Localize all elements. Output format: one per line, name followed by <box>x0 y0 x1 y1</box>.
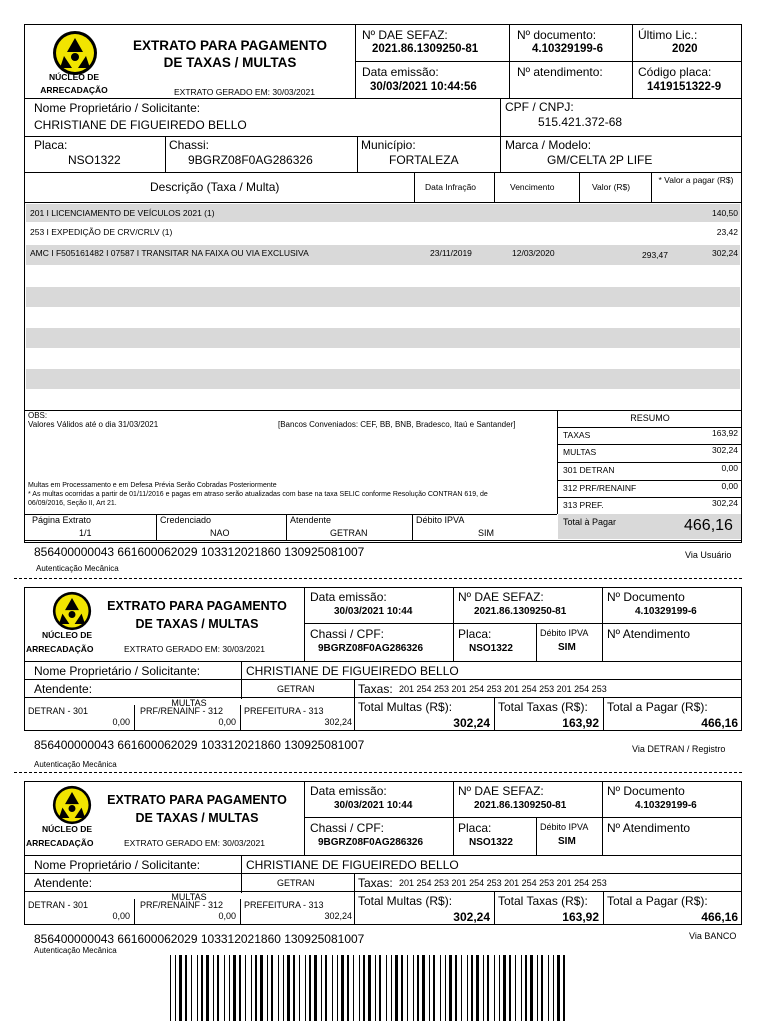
title-line2: DE TAXAS / MULTAS <box>163 55 297 70</box>
barcode-bar <box>449 955 452 1021</box>
slip-total-multas-label: Total Multas (R$): <box>358 700 453 714</box>
nome-label: Nome Proprietário / Solicitante: <box>34 101 201 115</box>
resumo-label: MULTAS <box>563 447 597 457</box>
slip-pref-label: PREFEITURA - 313 <box>244 900 324 910</box>
slip-via-label: Via BANCO <box>689 931 737 941</box>
title-line2: DE TAXAS / MULTAS <box>135 811 259 825</box>
logo-line1: NÚCLEO DE <box>41 630 93 640</box>
slip-chassi-label: Chassi / CPF: <box>310 821 385 835</box>
barcode-bar <box>521 955 522 1021</box>
barcode-bar <box>213 955 214 1021</box>
barcode-bar <box>293 955 295 1021</box>
barcode-bar <box>530 955 533 1021</box>
slip-nome-value: CHRISTIANE DE FIGUEIREDO BELLO <box>246 664 459 678</box>
logo-icon <box>52 30 98 76</box>
debito-ipva-label: Débito IPVA <box>416 515 465 525</box>
slip-ipva-label: Débito IPVA <box>540 628 589 638</box>
barcode-bar <box>509 955 511 1021</box>
slip-doc-label: Nº Documento <box>607 590 685 604</box>
resumo-label: 313 PREF. <box>563 500 604 510</box>
slip-atendente-label: Atendente: <box>34 876 93 890</box>
barcode-bar <box>347 955 349 1021</box>
nome-value: CHRISTIANE DE FIGUEIREDO BELLO <box>34 118 247 132</box>
slip-total-multas-value: 302,24 <box>453 910 490 924</box>
barcode-bar <box>494 955 495 1021</box>
barcode-bar <box>325 955 327 1021</box>
slip-pref-value: 302,24 <box>324 717 352 727</box>
slip-detran-value: 0,00 <box>112 911 130 921</box>
slip-via-label: Via DETRAN / Registro <box>632 744 726 754</box>
barcode-bar <box>433 955 435 1021</box>
barcode-bar <box>170 955 171 1021</box>
slip-barcode-digits: 856400000043 661600062029 103312021860 130925081007 <box>34 932 365 946</box>
slip-dae-label: Nº DAE SEFAZ: <box>458 784 544 798</box>
barcode-bar <box>515 955 516 1021</box>
barcode-bar <box>353 955 354 1021</box>
item-data-infracao: 23/11/2019 <box>430 248 472 258</box>
slip-nome-label: Nome Proprietário / Solicitante: <box>34 858 201 872</box>
slip-taxas-value: 201 254 253 201 254 253 201 254 253 201 254 253 <box>399 684 607 694</box>
slip-total-taxas-value: 163,92 <box>562 910 599 924</box>
slip-placa-label: Placa: <box>458 627 492 641</box>
slip-placa-label: Placa: <box>458 821 492 835</box>
marca-value: GM/CELTA 2P LIFE <box>547 153 653 167</box>
slip-barcode-digits: 856400000043 661600062029 103312021860 130925081007 <box>34 738 365 752</box>
total-pagar-value: 466,16 <box>684 517 733 534</box>
barcode-bar <box>245 955 246 1021</box>
logo-line2: ARRECADAÇÃO <box>26 644 94 654</box>
barcode-bar <box>283 955 284 1021</box>
barcode-bar <box>391 955 392 1021</box>
ultimo-lic-label: Último Lic.: <box>638 28 698 42</box>
item-valor: 293,47 <box>642 250 668 260</box>
item-desc: AMC I F505161482 I 07587 I TRANSITAR NA FAIXA OU VIA EXCLUSIVA <box>30 248 309 258</box>
barcode-bar <box>201 955 203 1021</box>
placa-label: Placa: <box>34 138 68 152</box>
item-pagar: 140,50 <box>712 208 738 218</box>
barcode-bar <box>197 955 198 1021</box>
slip-dae-value: 2021.86.1309250-81 <box>474 606 567 617</box>
obs-nota1: Multas em Processamento e em Defesa Prévia Serão Cobradas Posteriormente <box>28 482 277 489</box>
item-desc: 253 I EXPEDIÇÃO DE CRV/CRLV (1) <box>30 227 173 237</box>
barcode-bar <box>309 955 311 1021</box>
barcode-bar <box>359 955 360 1021</box>
slip-emissao-label: Data emissão: <box>310 590 387 604</box>
slip-prf-label: PRF/RENAINF - 312 <box>140 706 224 716</box>
slip-autenticacao: Autenticação Mecânica <box>34 760 117 769</box>
barcode-bar <box>287 955 290 1021</box>
slip-atendente-value: GETRAN <box>277 878 315 888</box>
barcode-bar <box>503 955 506 1021</box>
total-pagar-label: Total à Pagar <box>563 517 617 527</box>
col-valor: Valor (R$) <box>592 182 631 192</box>
barcode-bar <box>445 955 446 1021</box>
col-data-infracao: Data Infração <box>425 182 477 192</box>
obs-nota3: 06/09/2016, Seção II, Art 21. <box>28 500 117 507</box>
barcode-bar <box>271 955 273 1021</box>
barcode-bar <box>175 955 176 1021</box>
ultimo-lic-value: 2020 <box>672 43 698 55</box>
slip-ipva-value: SIM <box>558 642 576 653</box>
slip-taxas-label: Taxas: <box>358 682 393 696</box>
barcode-bar <box>251 955 252 1021</box>
credenciado-label: Credenciado <box>160 515 212 525</box>
cpf-value: 515.421.372-68 <box>538 115 623 129</box>
slip-prf-value: 0,00 <box>218 911 236 921</box>
pagina-value: 1/1 <box>79 528 92 538</box>
doc-label: Nº documento: <box>517 28 597 42</box>
barcode-bar <box>440 955 441 1021</box>
slip-nome-label: Nome Proprietário / Solicitante: <box>34 664 201 678</box>
logo-line1: NÚCLEO DE <box>41 824 93 834</box>
atendente-label: Atendente <box>290 515 332 525</box>
barcode-bar <box>217 955 219 1021</box>
slip-prf-label: PRF/RENAINF - 312 <box>140 900 224 910</box>
generated-date: EXTRATO GERADO EM: 30/03/2021 <box>174 87 315 97</box>
slip-emissao-value: 30/03/2021 10:44 <box>334 606 413 617</box>
slip-multas-label: MULTAS <box>171 698 207 708</box>
barcode-bar <box>553 955 554 1021</box>
slip-total-pagar-label: Total a Pagar (R$): <box>607 700 708 714</box>
codigo-placa-value: 1419151322-9 <box>647 81 722 93</box>
resumo-label: 312 PRF/RENAINF <box>563 483 637 493</box>
title-line1: EXTRATO PARA PAGAMENTO <box>107 793 287 807</box>
barcode-bar <box>337 955 338 1021</box>
dae-value: 2021.86.1309250-81 <box>372 43 479 55</box>
obs-label: OBS: <box>28 411 48 420</box>
slip-ipva-label: Débito IPVA <box>540 822 589 832</box>
slip-total-multas-value: 302,24 <box>453 716 490 730</box>
cpf-label: CPF / CNPJ: <box>505 100 574 114</box>
barcode-bar <box>525 955 527 1021</box>
slip-detran-value: 0,00 <box>112 717 130 727</box>
barcode-bar <box>278 955 279 1021</box>
slip-detran-label: DETRAN - 301 <box>28 900 89 910</box>
col-descricao: Descrição (Taxa / Multa) <box>150 180 280 194</box>
barcode-bar <box>191 955 192 1021</box>
item-pagar: 23,42 <box>716 227 738 237</box>
barcode-bar <box>341 955 344 1021</box>
obs-validade: Valores Válidos até o dia 31/03/2021 <box>28 420 159 429</box>
slip-dae-value: 2021.86.1309250-81 <box>474 800 567 811</box>
slip-atendente-label: Atendente: <box>34 682 93 696</box>
slip-atendente-value: GETRAN <box>277 684 315 694</box>
slip-taxas-value: 201 254 253 201 254 253 201 254 253 201 254 253 <box>399 878 607 888</box>
barcode-bar <box>537 955 538 1021</box>
resumo-value: 0,00 <box>721 481 738 491</box>
slip-dae-label: Nº DAE SEFAZ: <box>458 590 544 604</box>
barcode-bar <box>541 955 543 1021</box>
title-line1: EXTRATO PARA PAGAMENTO <box>107 599 287 613</box>
barcode-bar <box>395 955 398 1021</box>
resumo-label: 301 DETRAN <box>563 465 615 475</box>
resumo-value: 302,24 <box>712 445 738 455</box>
barcode-bar <box>363 955 365 1021</box>
barcode-bar <box>476 955 479 1021</box>
resumo-value: 0,00 <box>721 463 738 473</box>
slip-total-pagar-label: Total a Pagar (R$): <box>607 894 708 908</box>
barcode-bar <box>429 955 430 1021</box>
barcode-bar <box>417 955 419 1021</box>
barcode <box>170 955 570 1021</box>
logo-line2: ARRECADAÇÃO <box>40 85 108 95</box>
barcode-bar <box>487 955 489 1021</box>
col-valor-pagar: * Valor a pagar (R$) <box>658 175 734 185</box>
slip-doc-value: 4.10329199-6 <box>635 606 697 617</box>
slip-prf-value: 0,00 <box>218 717 236 727</box>
slip-pref-value: 302,24 <box>324 911 352 921</box>
debito-ipva-value: SIM <box>478 528 495 538</box>
barcode-bar <box>368 955 371 1021</box>
pagina-label: Página Extrato <box>32 515 92 525</box>
barcode-bar <box>314 955 317 1021</box>
slip-chassi-value: 9BGRZ08F0AG286326 <box>318 837 424 848</box>
placa-value: NSO1322 <box>68 153 121 167</box>
barcode-bar <box>563 955 565 1021</box>
barcode-bar <box>557 955 560 1021</box>
slip-placa-value: NSO1322 <box>469 837 513 848</box>
barcode-bar <box>260 955 263 1021</box>
barcode-bar <box>224 955 225 1021</box>
slip-total-pagar-value: 466,16 <box>701 910 738 924</box>
barcode-bar <box>471 955 473 1021</box>
barcode-bar <box>255 955 257 1021</box>
item-pagar: 302,24 <box>712 248 738 258</box>
slip-doc-label: Nº Documento <box>607 784 685 798</box>
chassi-value: 9BGRZ08F0AG286326 <box>188 153 313 167</box>
logo-icon <box>52 785 92 825</box>
barcode-bar <box>548 955 549 1021</box>
slip-detran-label: DETRAN - 301 <box>28 706 89 716</box>
item-desc: 201 I LICENCIAMENTO DE VEÍCULOS 2021 (1) <box>30 208 215 218</box>
barcode-bar <box>239 955 241 1021</box>
barcode-bar <box>379 955 381 1021</box>
barcode-bar <box>407 955 408 1021</box>
slip-nome-value: CHRISTIANE DE FIGUEIREDO BELLO <box>246 858 459 872</box>
slip-ipva-value: SIM <box>558 836 576 847</box>
doc-value: 4.10329199-6 <box>532 43 603 55</box>
slip-placa-value: NSO1322 <box>469 643 513 654</box>
barcode-bar <box>401 955 403 1021</box>
obs-nota2: * As multas ocorridas a partir de 01/11/2016 e pagas em atraso serão atualizadas com base na taxa SELIC conforme Resolução CONTRAN 619, de <box>28 491 488 498</box>
generated-date: EXTRATO GERADO EM: 30/03/2021 <box>124 644 265 654</box>
barcode-bar <box>375 955 376 1021</box>
slip-autenticacao: Autenticação Mecânica <box>34 946 117 955</box>
chassi-label: Chassi: <box>169 138 210 152</box>
title-line1: EXTRATO PARA PAGAMENTO <box>132 38 327 53</box>
slip-atendimento-label: Nº Atendimento <box>607 627 691 641</box>
col-vencimento: Vencimento <box>510 182 555 192</box>
barcode-bar <box>267 955 268 1021</box>
codigo-placa-label: Código placa: <box>638 65 712 79</box>
title-line2: DE TAXAS / MULTAS <box>135 617 259 631</box>
atendimento-label: Nº atendimento: <box>517 65 603 79</box>
slip-multas-label: MULTAS <box>171 892 207 902</box>
slip-chassi-value: 9BGRZ08F0AG286326 <box>318 643 424 654</box>
obs-bancos: [Bancos Conveniados: CEF, BB, BNB, Bradesco, Itaú e Santander] <box>278 420 516 429</box>
barcode-digits: 856400000043 661600062029 103312021860 130925081007 <box>34 545 365 559</box>
barcode-bar <box>422 955 425 1021</box>
slip-atendimento-label: Nº Atendimento <box>607 821 691 835</box>
resumo-title: RESUMO <box>630 413 670 423</box>
slip-taxas-label: Taxas: <box>358 876 393 890</box>
slip-chassi-label: Chassi / CPF: <box>310 627 385 641</box>
barcode-bar <box>467 955 468 1021</box>
logo-line1: NÚCLEO DE <box>48 72 100 82</box>
barcode-bar <box>229 955 230 1021</box>
barcode-bar <box>461 955 462 1021</box>
via-label: Via Usuário <box>685 550 732 560</box>
barcode-bar <box>386 955 387 1021</box>
barcode-bar <box>455 955 457 1021</box>
cut-line <box>14 772 742 773</box>
emissao-value: 30/03/2021 10:44:56 <box>370 81 477 93</box>
barcode-bar <box>179 955 182 1021</box>
credenciado-value: NAO <box>210 528 230 538</box>
item-vencimento: 12/03/2020 <box>512 248 555 258</box>
municipio-label: Município: <box>361 138 416 152</box>
barcode-bar <box>499 955 500 1021</box>
emissao-label: Data emissão: <box>362 65 439 79</box>
slip-emissao-label: Data emissão: <box>310 784 387 798</box>
slip-total-pagar-value: 466,16 <box>701 716 738 730</box>
municipio-value: FORTALEZA <box>389 153 459 167</box>
barcode-bar <box>185 955 187 1021</box>
slip-emissao-value: 30/03/2021 10:44 <box>334 800 413 811</box>
marca-label: Marca / Modelo: <box>505 138 592 152</box>
resumo-label: TAXAS <box>563 430 591 440</box>
barcode-bar <box>483 955 484 1021</box>
slip-doc-value: 4.10329199-6 <box>635 800 697 811</box>
barcode-bar <box>233 955 236 1021</box>
slip-total-multas-label: Total Multas (R$): <box>358 894 453 908</box>
barcode-bar <box>413 955 414 1021</box>
autenticacao-label: Autenticação Mecânica <box>36 564 119 573</box>
barcode-bar <box>206 955 209 1021</box>
atendente-value: GETRAN <box>330 528 368 538</box>
cut-line <box>14 578 742 579</box>
logo-line2: ARRECADAÇÃO <box>26 838 94 848</box>
slip-total-taxas-label: Total Taxas (R$): <box>498 894 588 908</box>
generated-date: EXTRATO GERADO EM: 30/03/2021 <box>124 838 265 848</box>
barcode-bar <box>321 955 322 1021</box>
barcode-bar <box>332 955 333 1021</box>
slip-total-taxas-value: 163,92 <box>562 716 599 730</box>
slip-pref-label: PREFEITURA - 313 <box>244 706 324 716</box>
barcode-bar <box>305 955 306 1021</box>
resumo-value: 163,92 <box>712 428 738 438</box>
dae-label: Nº DAE SEFAZ: <box>362 28 448 42</box>
logo-icon <box>52 591 92 631</box>
resumo-value: 302,24 <box>712 498 738 508</box>
slip-total-taxas-label: Total Taxas (R$): <box>498 700 588 714</box>
barcode-bar <box>299 955 300 1021</box>
